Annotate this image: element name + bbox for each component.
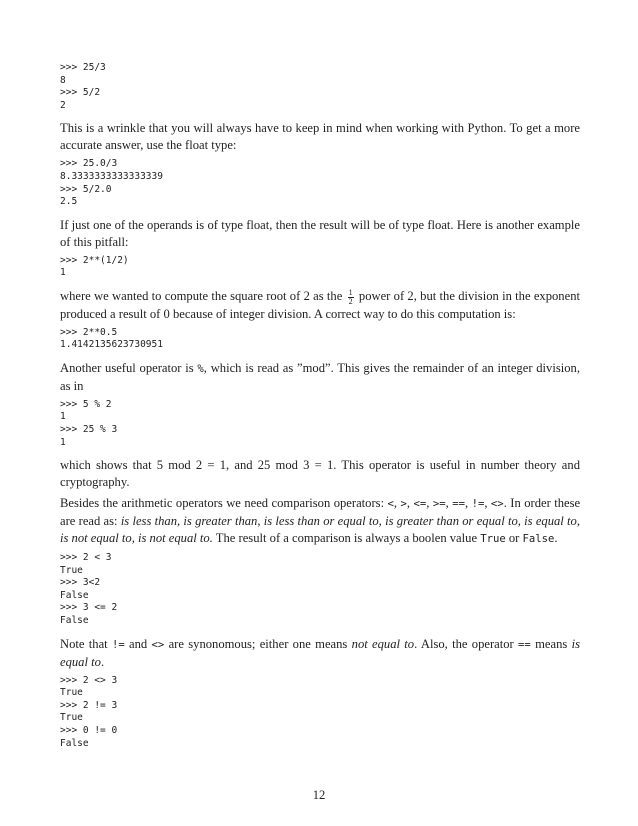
code-line: >>> 5/2.0 xyxy=(60,183,112,195)
code-line: False xyxy=(60,615,89,627)
inline-code: > xyxy=(400,498,407,511)
text-span: Another useful operator is xyxy=(60,360,198,375)
text-span: where we wanted to compute the square root of 2 as the xyxy=(60,288,346,303)
code-block-mod xyxy=(60,399,580,449)
code-line: 8 xyxy=(60,74,66,86)
code-line: True xyxy=(60,564,83,576)
code-line: True xyxy=(60,687,83,699)
text-span: means xyxy=(530,636,572,651)
code-line: >>> 5 % 2 xyxy=(60,398,112,410)
code-line: >>> 2 <> 3 xyxy=(60,674,118,686)
italic-text: not equal to xyxy=(351,636,415,651)
code-line: 1 xyxy=(60,411,66,423)
code-block-integer-division xyxy=(60,62,580,112)
code-block-comparisons xyxy=(60,552,580,628)
code-line: >>> 25 % 3 xyxy=(60,423,118,435)
paragraph-float-operand: If just one of the operands is of type float, then the result will be of type float. Here is another example of this pitfall: xyxy=(60,217,580,249)
code-line: >>> 0 != 0 xyxy=(60,725,118,737)
code-block-pitfall xyxy=(60,255,580,280)
code-line: >>> 3<2 xyxy=(60,577,101,589)
inline-code: >= xyxy=(432,498,446,511)
code-line: 1.4142135623730951 xyxy=(60,339,163,351)
code-line: False xyxy=(60,737,89,749)
code-block-sqrt xyxy=(60,327,580,352)
code-line: 1 xyxy=(60,267,66,279)
inline-code: % xyxy=(197,362,204,375)
fraction-numerator: 1 xyxy=(348,287,353,297)
inline-code: == xyxy=(452,498,465,511)
code-line: >>> 25/3 xyxy=(60,62,106,73)
fraction-denominator: 2 xyxy=(348,296,353,306)
code-line: False xyxy=(60,589,89,601)
inline-code: True xyxy=(480,533,506,546)
code-block-not-equal xyxy=(60,675,580,751)
code-line: 2 xyxy=(60,99,66,111)
text-span: . xyxy=(554,531,558,546)
code-line: >>> 25.0/3 xyxy=(60,158,118,170)
code-line: 8.3333333333333339 xyxy=(60,170,163,182)
text-span: . xyxy=(100,654,105,669)
text-span: Besides the arithmetic operators we need comparison operators: xyxy=(60,496,388,511)
inline-code: <> xyxy=(490,498,504,511)
code-block-float-division xyxy=(60,158,580,208)
text-span: or xyxy=(505,531,523,546)
paragraph-mod-explanation: which shows that 5 mod 2 = 1, and 25 mod 3 = 1. This operator is useful in number theory and cryptography. xyxy=(60,458,580,490)
code-line: True xyxy=(60,712,83,724)
code-line: >>> 2 != 3 xyxy=(60,699,118,711)
paragraph-not-equal xyxy=(60,636,580,671)
page-content xyxy=(60,62,580,758)
paragraph-wrinkle: This is a wrinkle that you will always have to keep in mind when working with Python. To get a more accurate answer, use the float type: xyxy=(60,121,580,153)
text-span: and xyxy=(124,636,152,651)
text-span: The result of a comparison is always a boolen value xyxy=(212,531,481,546)
inline-code: < xyxy=(387,498,394,511)
paragraph-mod-operator xyxy=(60,360,580,395)
code-line: >>> 2**(1/2) xyxy=(60,254,129,266)
text-span: power of 2, but the division in the exponent produced a result of 0 because of integer division. A correct way to do this computation is: xyxy=(60,288,580,321)
inline-code: != xyxy=(111,638,125,651)
text-span: , which is read as ”mod”. This gives the remainder of an integer division, as in xyxy=(60,360,580,393)
code-line: >>> 2 < 3 xyxy=(60,552,112,564)
italic-text: is equal to xyxy=(60,636,580,669)
paragraph-comparison-operators: Besides the arithmetic operators we need comparison operators: <, >, <=, >=, ==, !=, <>. In order these are read as: is less than, is greater than, is less than or equal to, is greater than or equal to, is equal to, is not equal to, is not equal to. The result of a comparison is always a boolen value True or False. xyxy=(60,496,581,546)
text-span: In order these are read as: xyxy=(60,496,581,529)
italic-text: is less than, is greater than, is less than or equal to, is greater than or equal to, is equal to, is not equal to, is not equal to. xyxy=(60,514,580,546)
code-line: 2.5 xyxy=(60,196,78,208)
paragraph-square-root xyxy=(60,288,580,323)
code-line: 1 xyxy=(60,436,66,448)
code-line: >>> 2**0.5 xyxy=(60,326,118,338)
text-span: are synonomous; either one means xyxy=(164,636,352,651)
inline-code: <= xyxy=(413,498,427,511)
inline-code: <> xyxy=(151,638,165,651)
inline-code: != xyxy=(471,498,485,511)
inline-code: == xyxy=(518,638,531,651)
fraction-one-half xyxy=(348,289,354,306)
text-span: . Also, the operator xyxy=(414,636,519,651)
code-line: >>> 5/2 xyxy=(60,87,101,99)
code-line: >>> 3 <= 2 xyxy=(60,602,118,614)
inline-code: False xyxy=(522,533,555,546)
page-number: 12 xyxy=(312,788,326,802)
text-span: Note that xyxy=(60,636,112,651)
